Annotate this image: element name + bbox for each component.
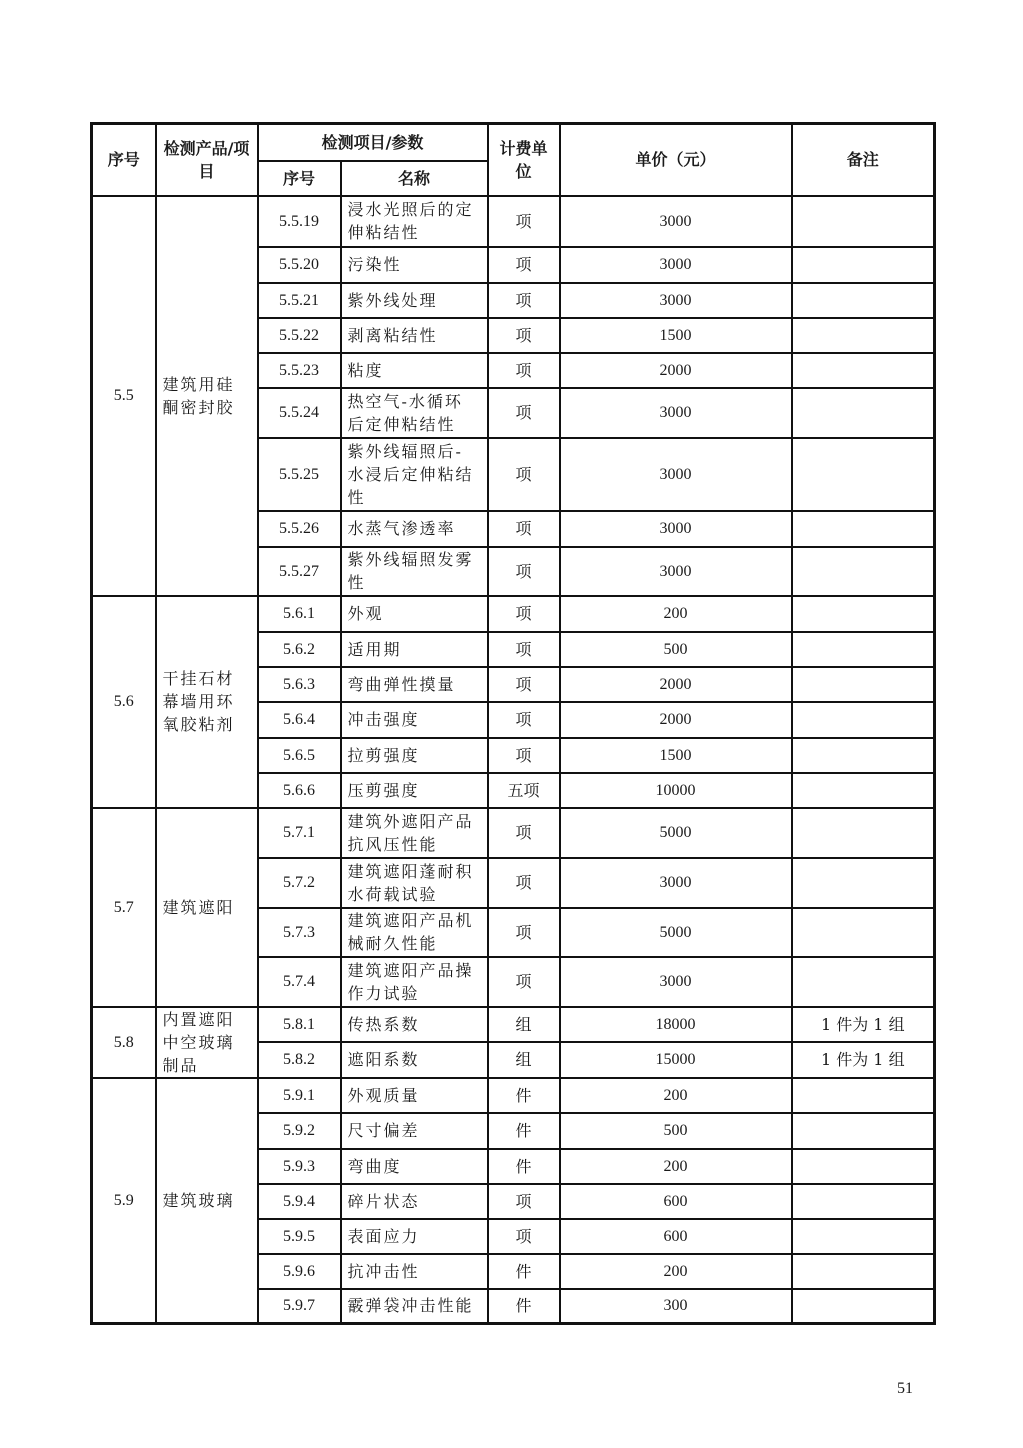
header-remark: 备注 xyxy=(792,124,935,196)
table-row xyxy=(92,596,935,632)
item-remark xyxy=(792,438,935,511)
item-name: 遮阳系数 xyxy=(341,1042,488,1078)
item-remark xyxy=(792,702,935,738)
item-remark xyxy=(792,318,935,353)
item-seq: 5.9.6 xyxy=(258,1254,341,1289)
item-seq: 5.5.19 xyxy=(258,196,341,247)
item-name: 紫外线处理 xyxy=(341,283,488,318)
item-name: 适用期 xyxy=(341,632,488,667)
item-price: 3000 xyxy=(560,511,792,547)
item-price: 3000 xyxy=(560,438,792,511)
item-unit: 项 xyxy=(488,667,560,702)
item-name: 外观 xyxy=(341,596,488,632)
item-unit: 件 xyxy=(488,1113,560,1149)
item-name: 冲击强度 xyxy=(341,702,488,738)
item-seq: 5.5.20 xyxy=(258,247,341,283)
item-price: 200 xyxy=(560,1078,792,1113)
item-name: 热空气-水循环后定伸粘结性 xyxy=(341,388,488,438)
item-remark xyxy=(792,1078,935,1113)
item-name: 弯曲度 xyxy=(341,1149,488,1184)
item-price: 3000 xyxy=(560,858,792,908)
item-name: 霰弹袋冲击性能 xyxy=(341,1289,488,1324)
item-name: 浸水光照后的定伸粘结性 xyxy=(341,196,488,247)
item-price: 5000 xyxy=(560,908,792,957)
item-price: 200 xyxy=(560,596,792,632)
item-name: 表面应力 xyxy=(341,1219,488,1254)
item-unit: 项 xyxy=(488,353,560,388)
item-unit: 项 xyxy=(488,438,560,511)
item-unit: 组 xyxy=(488,1007,560,1042)
item-price: 600 xyxy=(560,1219,792,1254)
item-remark xyxy=(792,1184,935,1219)
fee-table xyxy=(90,122,936,1325)
item-name: 紫外线辐照发雾性 xyxy=(341,547,488,596)
table-row xyxy=(92,1078,935,1113)
item-seq: 5.9.7 xyxy=(258,1289,341,1324)
header-item-seq: 序号 xyxy=(258,161,341,196)
header-items-group: 检测项目/参数 xyxy=(258,124,488,161)
item-name: 外观质量 xyxy=(341,1078,488,1113)
item-name: 剥离粘结性 xyxy=(341,318,488,353)
item-name: 粘度 xyxy=(341,353,488,388)
item-name: 传热系数 xyxy=(341,1007,488,1042)
item-seq: 5.9.1 xyxy=(258,1078,341,1113)
item-remark xyxy=(792,808,935,858)
header-unit: 计费单位 xyxy=(488,124,560,196)
item-price: 15000 xyxy=(560,1042,792,1078)
item-remark xyxy=(792,353,935,388)
item-unit: 项 xyxy=(488,388,560,438)
item-seq: 5.6.2 xyxy=(258,632,341,667)
item-name: 压剪强度 xyxy=(341,773,488,808)
item-unit: 项 xyxy=(488,196,560,247)
item-price: 2000 xyxy=(560,702,792,738)
item-seq: 5.5.27 xyxy=(258,547,341,596)
item-name: 紫外线辐照后-水浸后定伸粘结性 xyxy=(341,438,488,511)
item-price: 1500 xyxy=(560,318,792,353)
item-name: 尺寸偏差 xyxy=(341,1113,488,1149)
item-seq: 5.6.5 xyxy=(258,738,341,773)
item-unit: 项 xyxy=(488,283,560,318)
page-number: 51 xyxy=(897,1380,913,1397)
item-remark xyxy=(792,667,935,702)
item-unit: 项 xyxy=(488,247,560,283)
item-name: 抗冲击性 xyxy=(341,1254,488,1289)
item-seq: 5.8.1 xyxy=(258,1007,341,1042)
group-seq: 5.6 xyxy=(92,596,156,808)
item-price: 200 xyxy=(560,1149,792,1184)
table-row xyxy=(92,196,935,247)
header-item-name: 名称 xyxy=(341,161,488,196)
item-price: 300 xyxy=(560,1289,792,1324)
item-seq: 5.7.4 xyxy=(258,957,341,1007)
item-seq: 5.9.2 xyxy=(258,1113,341,1149)
item-seq: 5.5.25 xyxy=(258,438,341,511)
item-unit: 项 xyxy=(488,738,560,773)
item-name: 弯曲弹性摸量 xyxy=(341,667,488,702)
item-remark xyxy=(792,1289,935,1324)
item-seq: 5.9.3 xyxy=(258,1149,341,1184)
item-remark xyxy=(792,547,935,596)
item-remark xyxy=(792,858,935,908)
item-unit: 项 xyxy=(488,547,560,596)
item-seq: 5.9.5 xyxy=(258,1219,341,1254)
item-seq: 5.8.2 xyxy=(258,1042,341,1078)
header-product: 检测产品/项目 xyxy=(156,124,258,196)
item-price: 3000 xyxy=(560,388,792,438)
group-product: 干挂石材幕墙用环氧胶粘剂 xyxy=(156,596,258,808)
group-product: 建筑遮阳 xyxy=(156,808,258,1007)
item-price: 600 xyxy=(560,1184,792,1219)
item-seq: 5.6.4 xyxy=(258,702,341,738)
group-product: 建筑玻璃 xyxy=(156,1078,258,1324)
item-name: 建筑遮阳蓬耐积水荷载试验 xyxy=(341,858,488,908)
item-price: 200 xyxy=(560,1254,792,1289)
item-remark xyxy=(792,596,935,632)
item-seq: 5.5.23 xyxy=(258,353,341,388)
item-unit: 项 xyxy=(488,318,560,353)
item-seq: 5.7.3 xyxy=(258,908,341,957)
item-remark xyxy=(792,388,935,438)
group-seq: 5.5 xyxy=(92,196,156,596)
item-remark xyxy=(792,247,935,283)
group-seq: 5.8 xyxy=(92,1007,156,1078)
group-seq: 5.9 xyxy=(92,1078,156,1324)
item-price: 500 xyxy=(560,1113,792,1149)
item-remark xyxy=(792,1149,935,1184)
header-seq: 序号 xyxy=(92,124,156,196)
item-price: 5000 xyxy=(560,808,792,858)
item-unit: 件 xyxy=(488,1254,560,1289)
item-price: 1500 xyxy=(560,738,792,773)
item-remark xyxy=(792,196,935,247)
table-row xyxy=(92,808,935,858)
item-remark xyxy=(792,632,935,667)
item-unit: 项 xyxy=(488,511,560,547)
item-seq: 5.7.1 xyxy=(258,808,341,858)
item-remark xyxy=(792,738,935,773)
header-price: 单价（元） xyxy=(560,124,792,196)
table-body xyxy=(92,196,935,1324)
item-remark xyxy=(792,1254,935,1289)
item-unit: 五项 xyxy=(488,773,560,808)
item-seq: 5.5.24 xyxy=(258,388,341,438)
item-unit: 项 xyxy=(488,596,560,632)
item-unit: 项 xyxy=(488,908,560,957)
item-remark xyxy=(792,773,935,808)
item-unit: 项 xyxy=(488,1219,560,1254)
item-unit: 项 xyxy=(488,808,560,858)
item-unit: 项 xyxy=(488,1184,560,1219)
item-price: 3000 xyxy=(560,547,792,596)
item-remark xyxy=(792,908,935,957)
item-unit: 件 xyxy=(488,1078,560,1113)
group-product: 建筑用硅酮密封胶 xyxy=(156,196,258,596)
item-seq: 5.9.4 xyxy=(258,1184,341,1219)
item-unit: 件 xyxy=(488,1149,560,1184)
item-seq: 5.5.22 xyxy=(258,318,341,353)
item-seq: 5.6.1 xyxy=(258,596,341,632)
item-unit: 项 xyxy=(488,957,560,1007)
table-row xyxy=(92,1007,935,1042)
item-seq: 5.7.2 xyxy=(258,858,341,908)
item-seq: 5.6.6 xyxy=(258,773,341,808)
group-seq: 5.7 xyxy=(92,808,156,1007)
item-remark xyxy=(792,283,935,318)
item-name: 建筑遮阳产品机械耐久性能 xyxy=(341,908,488,957)
item-remark xyxy=(792,1113,935,1149)
item-unit: 组 xyxy=(488,1042,560,1078)
item-price: 18000 xyxy=(560,1007,792,1042)
item-price: 3000 xyxy=(560,196,792,247)
item-seq: 5.6.3 xyxy=(258,667,341,702)
group-product: 内置遮阳中空玻璃制品 xyxy=(156,1007,258,1078)
item-remark: 1 件为 1 组 xyxy=(792,1042,935,1078)
item-unit: 项 xyxy=(488,632,560,667)
item-name: 建筑遮阳产品操作力试验 xyxy=(341,957,488,1007)
item-name: 水蒸气渗透率 xyxy=(341,511,488,547)
item-price: 3000 xyxy=(560,247,792,283)
item-seq: 5.5.26 xyxy=(258,511,341,547)
item-price: 3000 xyxy=(560,957,792,1007)
item-price: 500 xyxy=(560,632,792,667)
item-name: 拉剪强度 xyxy=(341,738,488,773)
item-price: 2000 xyxy=(560,667,792,702)
item-remark xyxy=(792,511,935,547)
item-unit: 项 xyxy=(488,702,560,738)
item-remark: 1 件为 1 组 xyxy=(792,1007,935,1042)
item-remark xyxy=(792,1219,935,1254)
item-price: 10000 xyxy=(560,773,792,808)
item-name: 建筑外遮阳产品抗风压性能 xyxy=(341,808,488,858)
item-price: 3000 xyxy=(560,283,792,318)
table-header xyxy=(92,124,935,196)
item-remark xyxy=(792,957,935,1007)
item-name: 污染性 xyxy=(341,247,488,283)
item-unit: 项 xyxy=(488,858,560,908)
item-price: 2000 xyxy=(560,353,792,388)
item-seq: 5.5.21 xyxy=(258,283,341,318)
item-unit: 件 xyxy=(488,1289,560,1324)
item-name: 碎片状态 xyxy=(341,1184,488,1219)
